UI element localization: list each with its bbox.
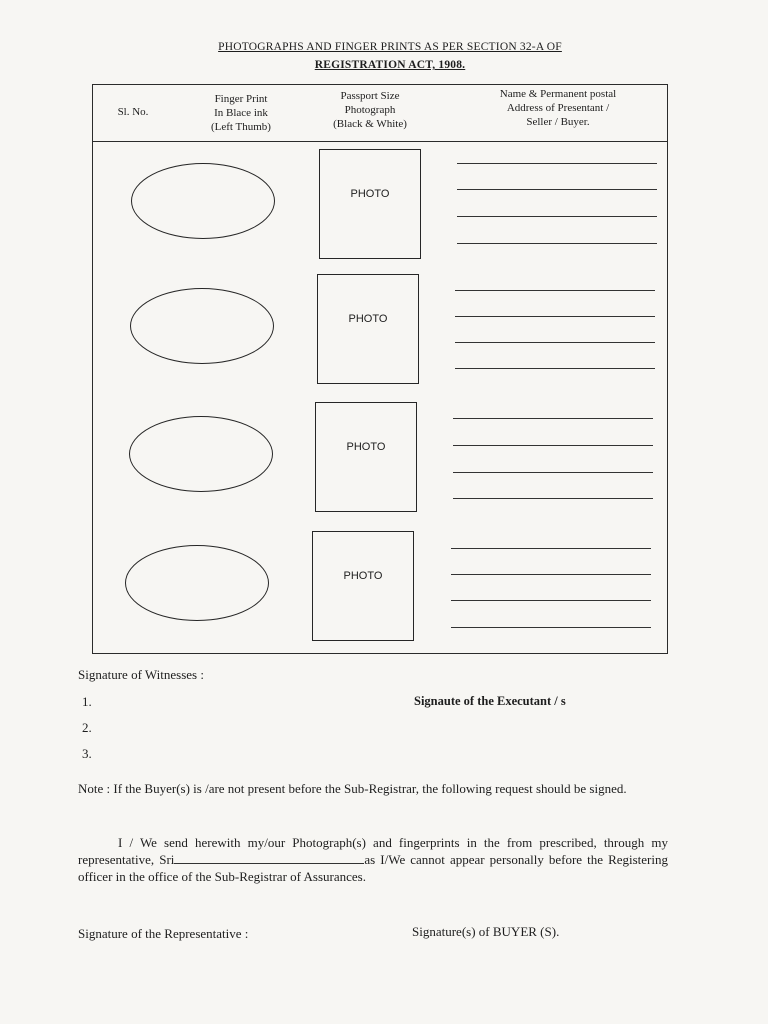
header-name-address: Name & Permanent postal Address of Presentant / Seller / Buyer. bbox=[499, 88, 617, 128]
address-line bbox=[453, 472, 653, 473]
witness-item-1: 1. bbox=[82, 694, 92, 709]
address-line bbox=[453, 445, 653, 446]
address-line bbox=[451, 548, 651, 549]
photo-box-1: PHOTO bbox=[319, 149, 421, 259]
representative-name-blank[interactable] bbox=[174, 852, 364, 864]
declaration-part-1: I / We send herewith my/our Photograph(s) and fingerprints in the from prescribed, through my representative, Sri bbox=[78, 835, 668, 867]
photo-fingerprint-table bbox=[92, 84, 668, 654]
address-line bbox=[457, 189, 657, 190]
witness-item-2: 2. bbox=[82, 720, 92, 735]
photo-box-3: PHOTO bbox=[315, 402, 417, 512]
address-line bbox=[451, 600, 651, 601]
form-title-line-2: REGISTRATION ACT, 1908. bbox=[314, 59, 466, 71]
photo-box-2: PHOTO bbox=[317, 274, 419, 384]
table-header bbox=[93, 85, 667, 142]
fingerprint-oval-2 bbox=[130, 288, 274, 364]
address-line bbox=[455, 316, 655, 317]
form-title-line-1: PHOTOGRAPHS AND FINGER PRINTS AS PER SECTION 32-A OF bbox=[218, 41, 562, 53]
note-text: Note : If the Buyer(s) is /are not present before the Sub-Registrar, the following request should be signed. bbox=[78, 781, 627, 796]
fingerprint-oval-4 bbox=[125, 545, 269, 621]
header-sl-no: Sl. No. bbox=[117, 106, 149, 118]
executant-signature-label: Signaute of the Executant / s bbox=[414, 694, 566, 708]
address-line bbox=[453, 418, 653, 419]
address-line bbox=[455, 342, 655, 343]
header-photograph: Passport Size Photograph (Black & White) bbox=[333, 90, 407, 130]
address-line bbox=[453, 498, 653, 499]
address-line bbox=[451, 627, 651, 628]
declaration-part-2: as I/We cannot appear personally before the Registering officer in the office of the Sub-Registrar of Assurances. bbox=[78, 852, 668, 884]
address-line bbox=[455, 368, 655, 369]
address-line bbox=[457, 243, 657, 244]
representative-signature-label: Signature of the Representative : bbox=[78, 926, 249, 941]
header-finger-print: Finger Print In Blace ink (Left Thumb) bbox=[211, 93, 271, 133]
fingerprint-oval-3 bbox=[129, 416, 273, 492]
address-line bbox=[457, 163, 657, 164]
witness-item-3: 3. bbox=[82, 746, 92, 761]
fingerprint-oval-1 bbox=[131, 163, 275, 239]
buyer-signature-label: Signature(s) of BUYER (S). bbox=[412, 924, 560, 939]
photo-box-4: PHOTO bbox=[312, 531, 414, 641]
declaration-text bbox=[78, 834, 668, 885]
address-line bbox=[455, 290, 655, 291]
witnesses-heading: Signature of Witnesses : bbox=[78, 667, 204, 682]
address-line bbox=[457, 216, 657, 217]
address-line bbox=[451, 574, 651, 575]
